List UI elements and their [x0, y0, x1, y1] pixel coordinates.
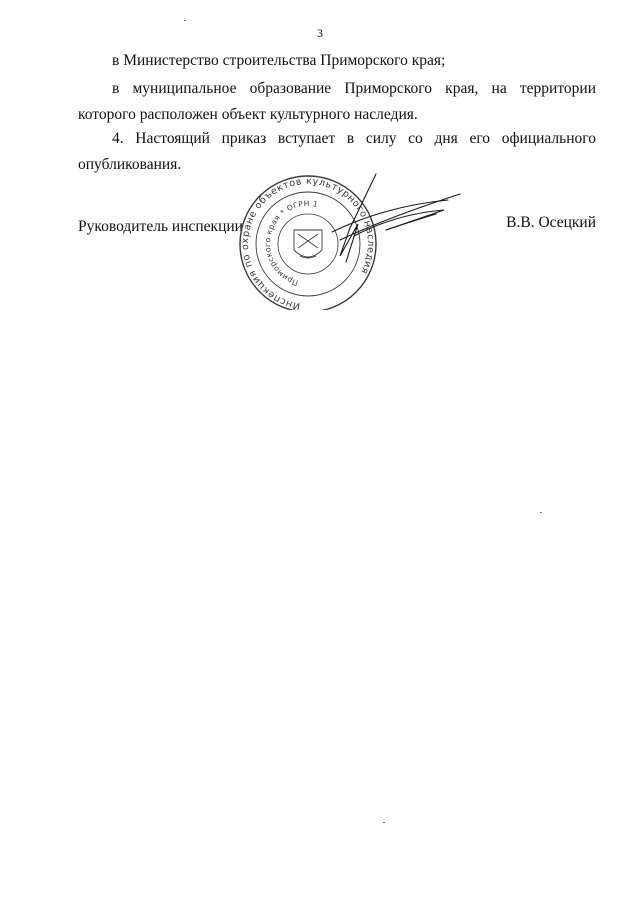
seal-outer-text: Инспекция по охране объектов культурного наследия	[239, 175, 377, 310]
paragraph-recipient-ministry: в Министерство строительства Приморского края;	[112, 52, 446, 69]
scan-speck	[184, 20, 186, 21]
official-seal-with-signature	[236, 170, 466, 310]
paragraph-effective-date: 4. Настоящий приказ вступает в силу со дня его официального опубликования.	[78, 130, 596, 173]
signatory-name: В.В. Осецкий	[506, 214, 596, 231]
scan-speck	[540, 512, 542, 513]
signatory-position: Руководитель инспекции	[78, 218, 243, 235]
handwritten-signature	[332, 174, 460, 262]
seal-emblem	[294, 230, 322, 258]
paragraph-recipient-municipality: в муниципальное образование Приморского края, на территории которого расположен объект культурного наследия.	[78, 80, 596, 123]
page-number: 3	[317, 26, 323, 40]
scan-speck	[383, 822, 385, 823]
seal-inner-text: Приморского края * ОГРН 1	[262, 198, 319, 288]
